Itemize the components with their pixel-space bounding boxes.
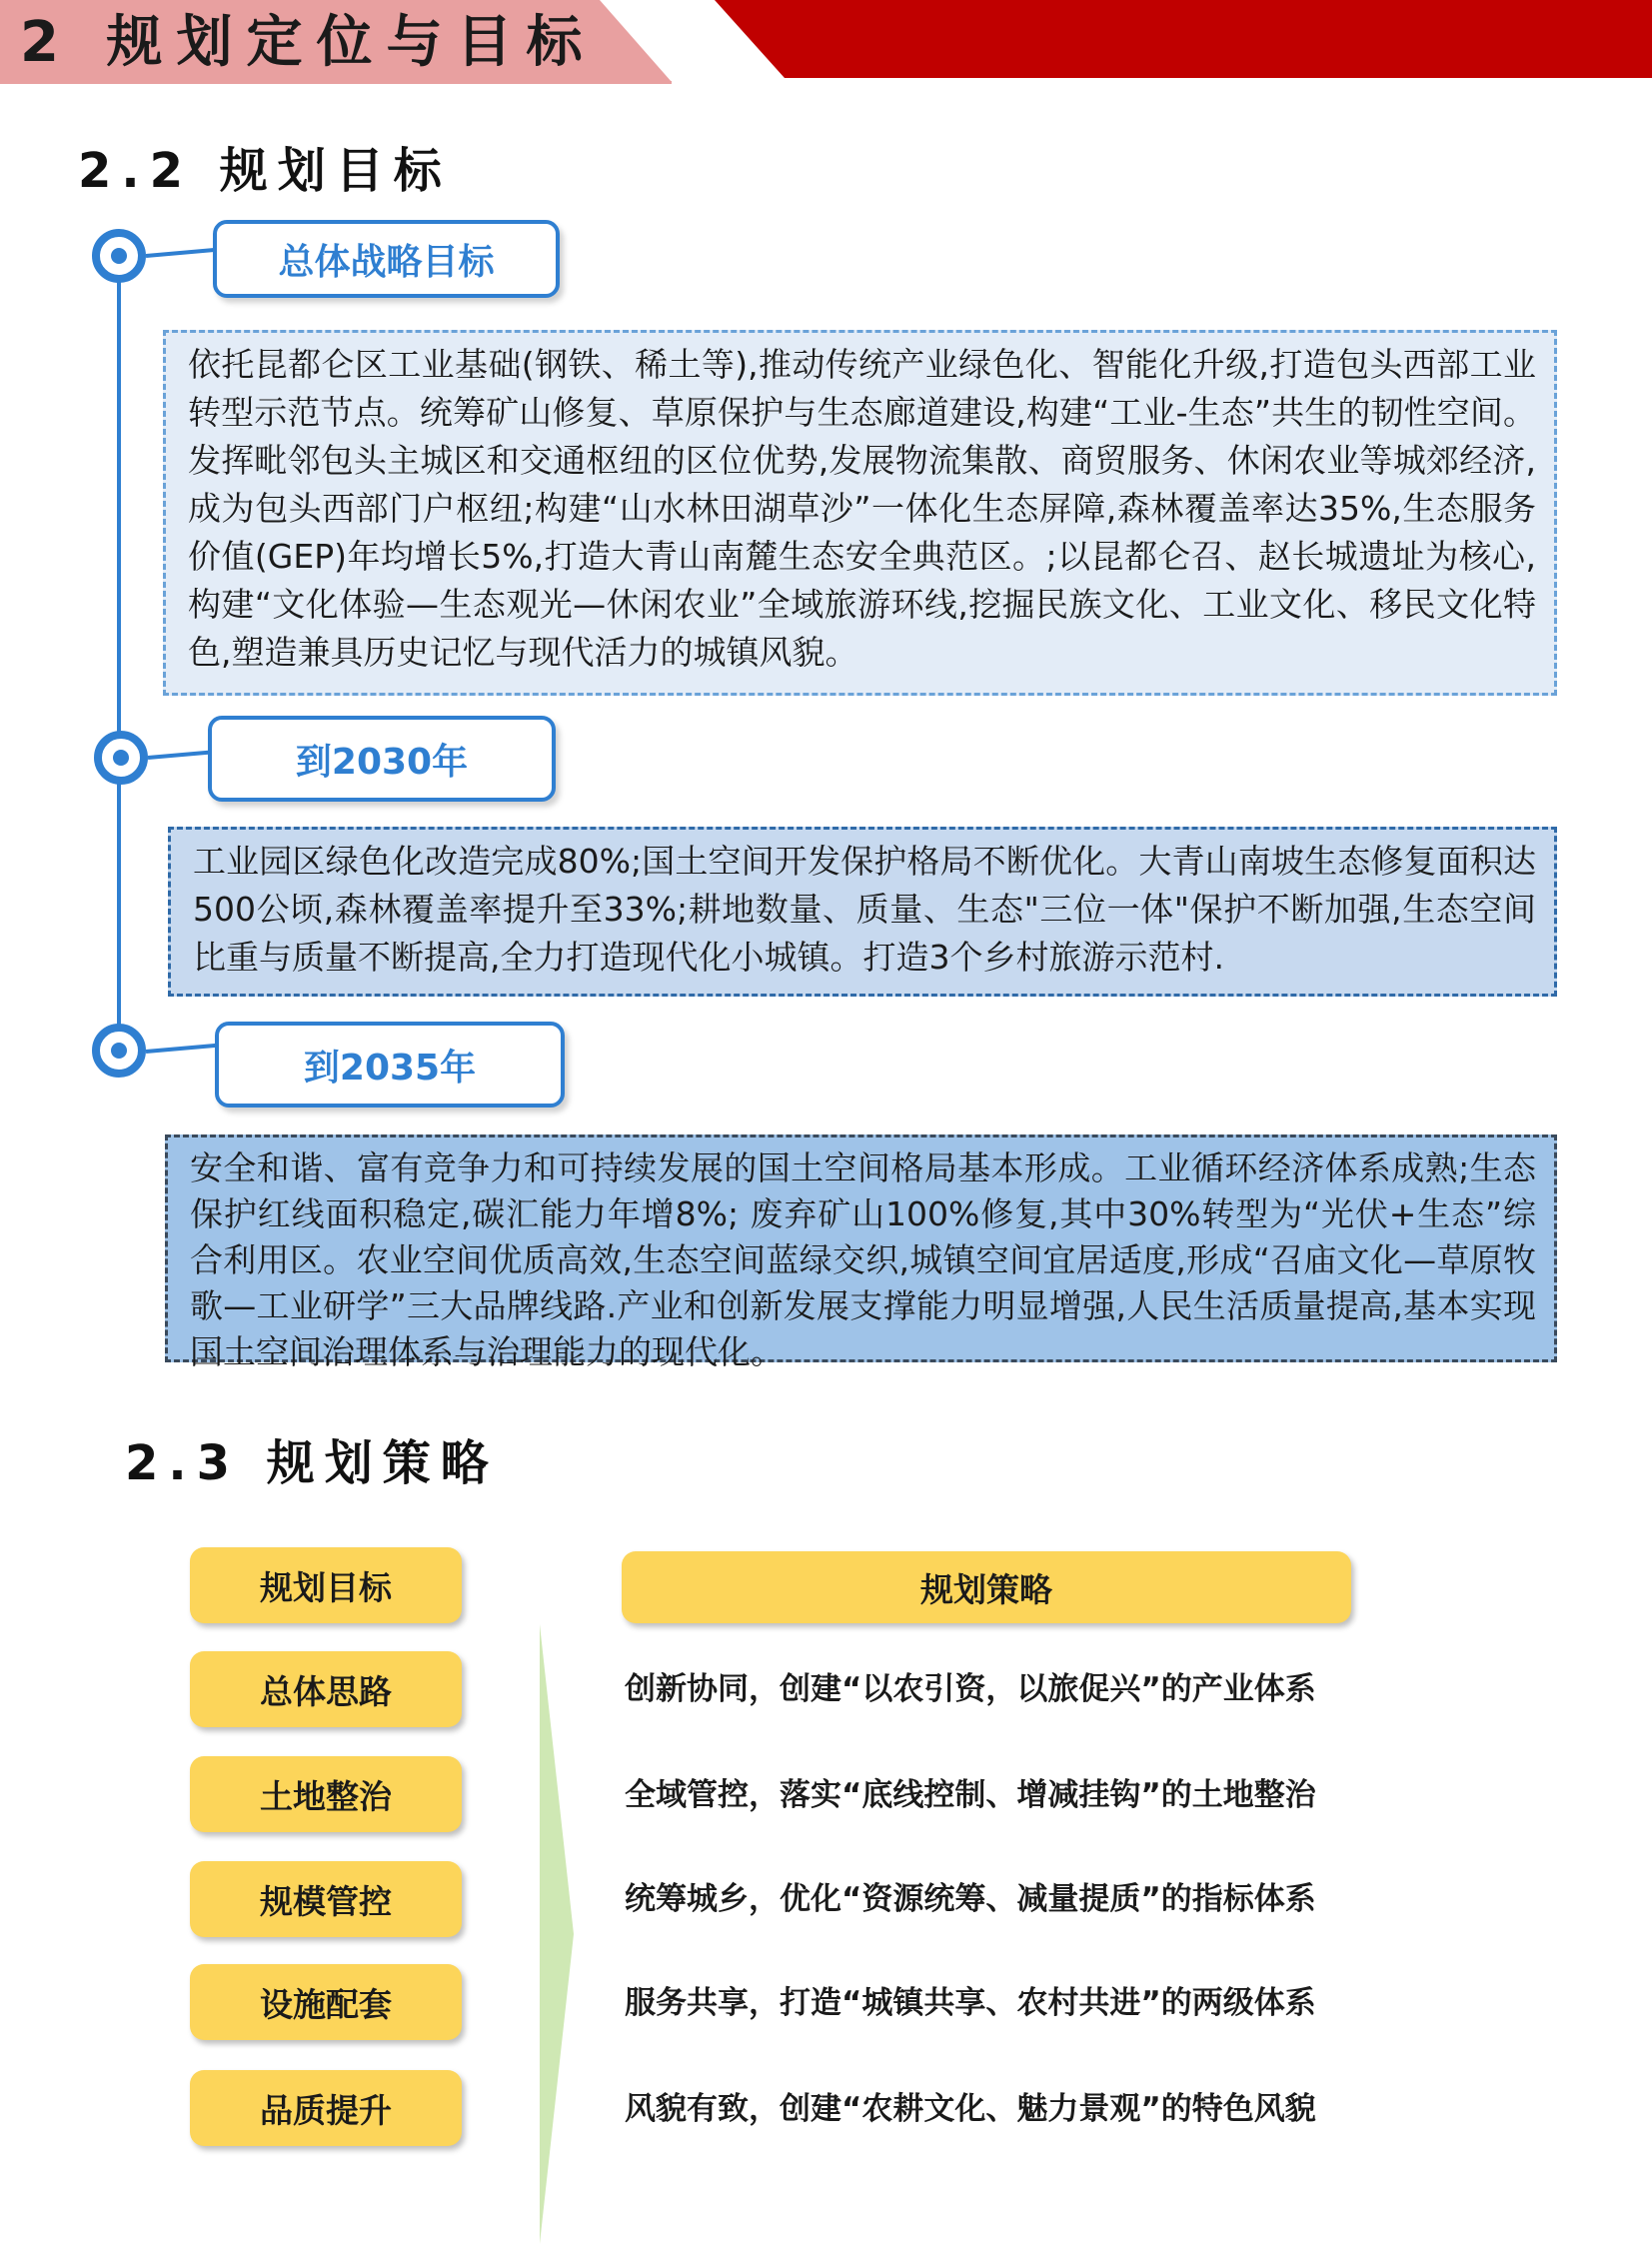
goal-item-overall-approach: 总体思路: [190, 1651, 462, 1727]
goal-label-2030: 到2030年: [208, 716, 556, 802]
goal-label-2035: 到2035年: [215, 1022, 565, 1108]
timeline-line: [117, 255, 121, 1050]
timeline-connector: [148, 750, 213, 760]
strategy-column-header: 规划策略: [622, 1551, 1351, 1623]
strategy-item-services: 服务共享，打造“城镇共享、农村共进”的两级体系: [625, 1985, 1316, 2021]
goal-item-scale-control: 规模管控: [190, 1861, 462, 1937]
flow-arrow-icon: [540, 1624, 576, 2244]
timeline-node-icon: [92, 1024, 146, 1078]
goal-item-land-remediation: 土地整治: [190, 1756, 462, 1832]
goal-text-overall: 依托昆都仑区工业基础(钢铁、稀土等),推动传统产业绿色化、智能化升级,打造包头西部工业转型示范节点。统筹矿山修复、草原保护与生态廊道建设,构建“工业-生态”共生的韧性空间。发挥毗邻包头主城区和交通枢纽的区位优势,发展物流集散、商贸服务、休闲农业等城郊经济,成为包头西部门户枢纽;构建“山水林田湖草沙”一体化生态屏障,森林覆盖率达35%,生态服务价值(GEP)年均增长5%,打造大青山南麓生态安全典范区。;以昆都仑召、赵长城遗址为核心,构建“文化体验—生态观光—休闲农业”全域旅游环线,挖掘民族文化、工业文化、移民文化特色,塑造兼具历史记忆与现代活力的城镇风貌。: [163, 330, 1557, 696]
section-strategy-title: 2.3 规划策略: [125, 1435, 499, 1491]
strategy-item-industry: 创新协同，创建“以农引资，以旅促兴”的产业体系: [625, 1671, 1316, 1707]
strategy-item-land: 全域管控，落实“底线控制、增减挂钩”的土地整治: [625, 1777, 1316, 1813]
goals-column-header: 规划目标: [190, 1547, 462, 1623]
goal-label-overall: 总体战略目标: [213, 220, 560, 298]
page-header-title: 2 规划定位与目标: [20, 10, 597, 75]
timeline-node-icon: [94, 731, 148, 785]
strategy-item-townscape: 风貌有致，创建“农耕文化、魅力景观”的特色风貌: [625, 2091, 1316, 2127]
strategy-item-indicators: 统筹城乡，优化“资源统筹、减量提质”的指标体系: [625, 1881, 1316, 1917]
timeline-node-icon: [92, 229, 146, 283]
timeline-connector: [146, 1044, 218, 1054]
goal-item-facilities: 设施配套: [190, 1964, 462, 2040]
goal-text-2030: 工业园区绿色化改造完成80%;国土空间开发保护格局不断优化。大青山南坡生态修复面积达500公顷,森林覆盖率提升至33%;耕地数量、质量、生态"三位一体"保护不断加强,生态空间比重与质量不断提高,全力打造现代化小城镇。打造3个乡村旅游示范村.: [168, 827, 1557, 997]
timeline-connector: [146, 248, 216, 258]
section-goals-title: 2.2 规划目标: [78, 143, 452, 199]
goal-item-quality: 品质提升: [190, 2070, 462, 2146]
goal-text-2035: 安全和谐、富有竞争力和可持续发展的国土空间格局基本形成。工业循环经济体系成熟;生态保护红线面积稳定,碳汇能力年增8%; 废弃矿山100%修复,其中30%转型为“光伏+生态”综合利用区。农业空间优质高效,生态空间蓝绿交织,城镇空间宜居适度,形成“召庙文化—草原牧歌—工业研学”三大品牌线路.产业和创新发展支撑能力明显增强,人民生活质量提高,基本实现国土空间治理体系与治理能力的现代化。: [165, 1134, 1557, 1362]
